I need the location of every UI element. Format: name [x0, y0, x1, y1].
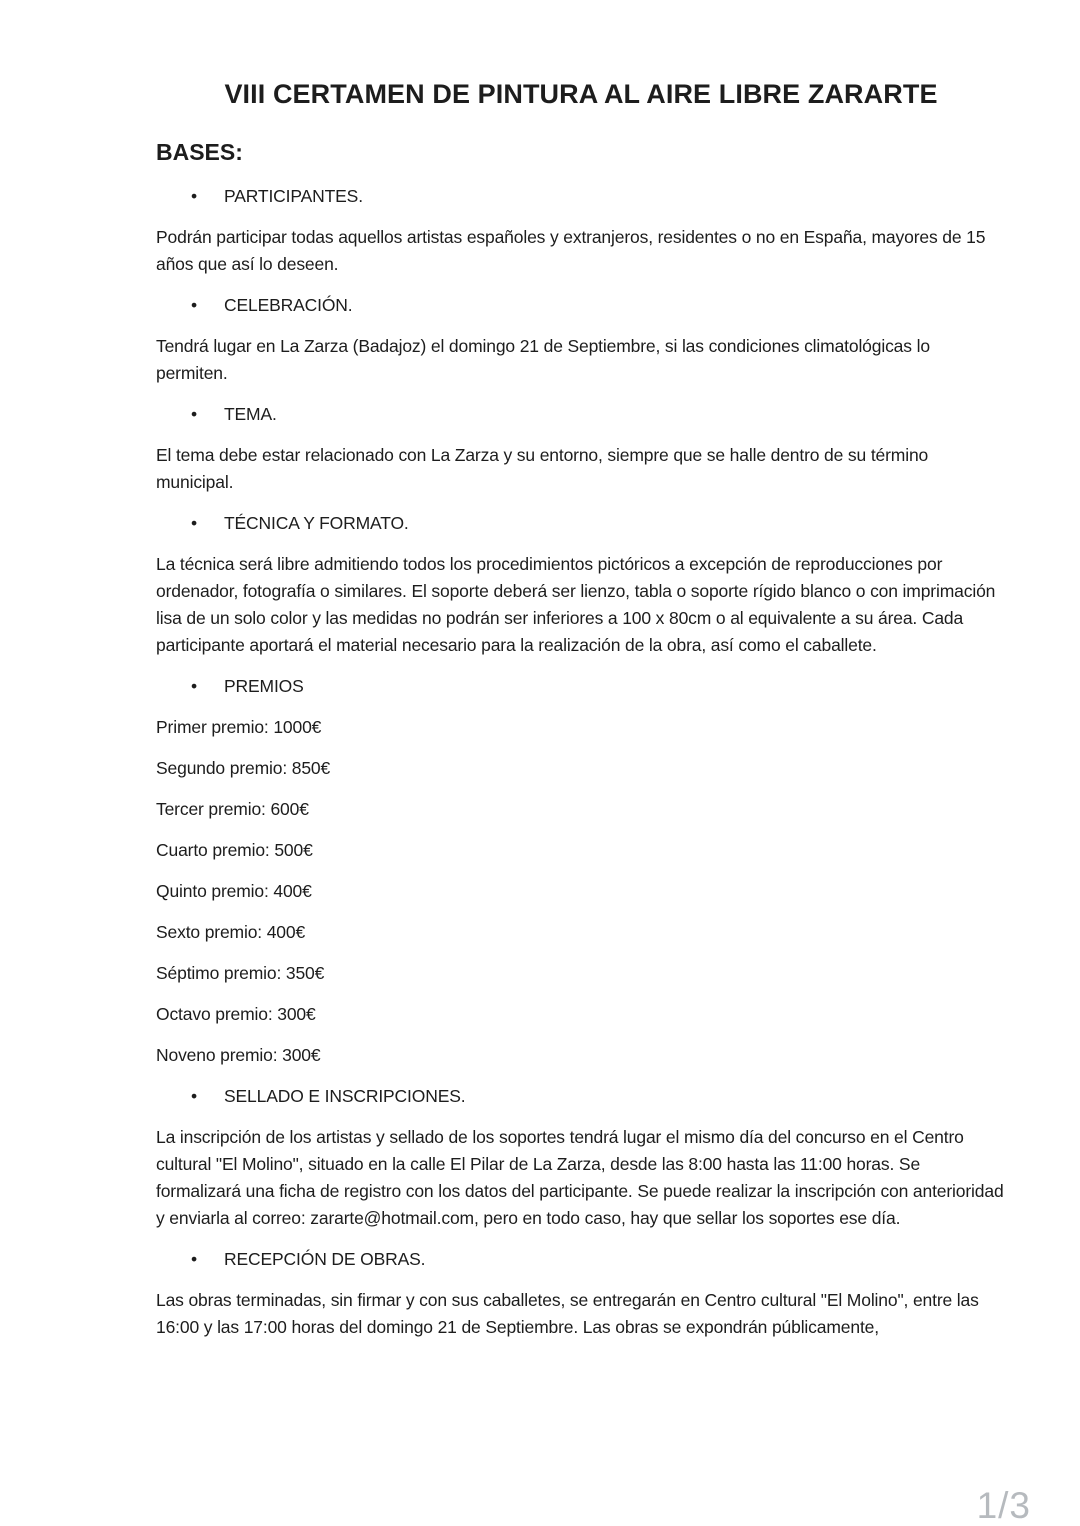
bullet-icon: • [191, 295, 197, 315]
bullet-item [156, 401, 1006, 428]
paragraph: Octavo premio: 300€ [156, 1004, 316, 1024]
paragraph: Noveno premio: 300€ [156, 1045, 321, 1065]
paragraph: Primer premio: 1000€ [156, 717, 322, 737]
paragraph: El tema debe estar relacionado con La Zarza y su entorno, siempre que se halle dentro de su término municipal. [156, 445, 929, 492]
bases-heading: BASES: [156, 139, 243, 165]
bullet-icon: • [191, 1086, 197, 1106]
bullet-icon: • [191, 1249, 197, 1269]
paragraph: Séptimo premio: 350€ [156, 963, 325, 983]
paragraph: La técnica será libre admitiendo todos los procedimientos pictóricos a excepción de reproducciones por ordenador, fotografía o similares. El soporte deberá ser lienzo, tabla o soporte rígido blanco o con imprimación lisa de un solo color y las medidas no podrán ser inferiores a 100 x 80cm o al equivalente a su área. Cada participante aportará el material necesario para la realización de la obra, así como el caballete. [156, 554, 996, 655]
page-number: 1/3 [976, 1485, 1031, 1526]
section-heading: SELLADO E INSCRIPCIONES. [224, 1086, 466, 1106]
bullet-icon: • [191, 513, 197, 533]
section [156, 292, 1006, 387]
section [156, 183, 1006, 278]
section-heading: TÉCNICA Y FORMATO. [224, 513, 409, 533]
paragraph: Segundo premio: 850€ [156, 758, 331, 778]
paragraph: Sexto premio: 400€ [156, 922, 306, 942]
bullet-icon: • [191, 676, 197, 696]
paragraph: Tendrá lugar en La Zarza (Badajoz) el domingo 21 de Septiembre, si las condiciones climatológicas lo permiten. [156, 336, 930, 383]
page-title: VIII CERTAMEN DE PINTURA AL AIRE LIBRE ZARARTE [224, 79, 938, 109]
section [156, 1083, 1006, 1232]
bullet-item [156, 510, 1006, 537]
section [156, 673, 1006, 1069]
section-heading: CELEBRACIÓN. [224, 295, 353, 315]
bullet-item [156, 292, 1006, 319]
bullet-item [156, 1246, 1006, 1273]
bullet-item [156, 183, 1006, 210]
section [156, 401, 1006, 496]
section-heading: PARTICIPANTES. [224, 186, 363, 206]
paragraph: Quinto premio: 400€ [156, 881, 312, 901]
paragraph: Las obras terminadas, sin firmar y con sus caballetes, se entregarán en Centro cultural "El Molino", entre las 16:00 y las 17:00 horas del domingo 21 de Septiembre. Las obras se expondrán públicamente, [156, 1290, 979, 1337]
bullet-icon: • [191, 404, 197, 424]
paragraph: Cuarto premio: 500€ [156, 840, 313, 860]
section-heading: PREMIOS [224, 676, 304, 696]
section [156, 510, 1006, 659]
bullet-item [156, 673, 1006, 700]
bullet-item [156, 1083, 1006, 1110]
paragraph: Tercer premio: 600€ [156, 799, 309, 819]
bullet-icon: • [191, 186, 197, 206]
section [156, 1246, 1006, 1341]
sections-container [156, 183, 1006, 1341]
paragraph: La inscripción de los artistas y sellado de los soportes tendrá lugar el mismo día del concurso en el Centro cultural "El Molino", situado en la calle El Pilar de La Zarza, desde las 8:00 hasta las 11:00 horas. Se formalizará una ficha de registro con los datos del participante. Se puede realizar la inscripción con anterioridad y enviarla al correo: zararte@hotmail.com, pero en todo caso, hay que sellar los soportes ese día. [156, 1127, 1004, 1228]
paragraph: Podrán participar todas aquellos artistas españoles y extranjeros, residentes o no en España, mayores de 15 años que así lo deseen. [156, 227, 986, 274]
section-heading: RECEPCIÓN DE OBRAS. [224, 1249, 426, 1269]
section-heading: TEMA. [224, 404, 277, 424]
